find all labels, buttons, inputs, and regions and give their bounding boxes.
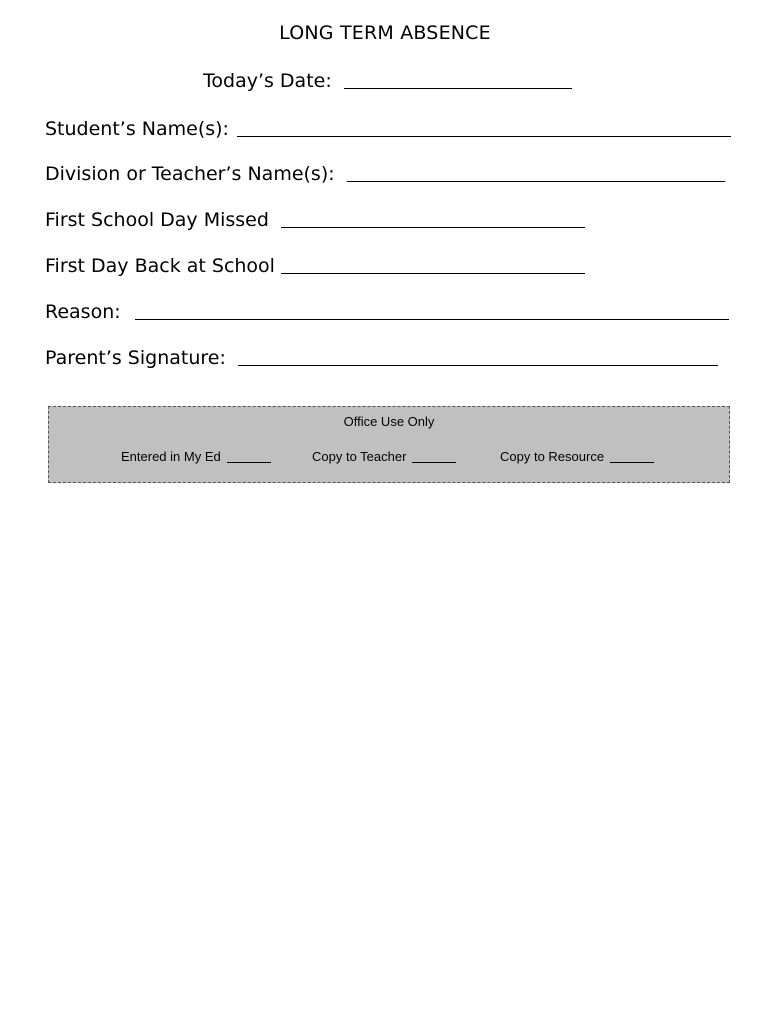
student-names-field[interactable] [237, 116, 731, 137]
form-title: LONG TERM ABSENCE [279, 22, 491, 44]
entered-in-my-ed-label: Entered in My Ed [121, 449, 221, 464]
parent-signature-field[interactable] [238, 345, 718, 366]
copy-to-teacher-blank[interactable] [412, 450, 456, 463]
office-use-title: Office Use Only [343, 414, 435, 429]
first-day-missed-field[interactable] [281, 207, 585, 228]
entered-in-my-ed-item [121, 449, 271, 464]
copy-to-resource-item [500, 449, 654, 464]
student-names-label: Student’s Name(s): [45, 118, 229, 140]
division-teacher-field[interactable] [347, 161, 725, 182]
todays-date-field[interactable] [344, 68, 572, 89]
first-day-back-label: First Day Back at School [45, 255, 275, 277]
copy-to-resource-label: Copy to Resource [500, 449, 605, 464]
first-day-missed-label: First School Day Missed [45, 209, 269, 231]
reason-field[interactable] [135, 299, 729, 320]
todays-date-row [203, 68, 572, 93]
first-day-back-field[interactable] [281, 253, 585, 274]
reason-row [45, 299, 729, 324]
todays-date-label: Today’s Date: [203, 70, 332, 92]
office-use-box [48, 406, 730, 483]
copy-to-resource-blank[interactable] [610, 450, 654, 463]
copy-to-teacher-label: Copy to Teacher [312, 449, 407, 464]
parent-signature-label: Parent’s Signature: [45, 347, 226, 369]
first-day-back-row [45, 253, 585, 278]
student-names-row [45, 116, 731, 141]
copy-to-teacher-item [312, 449, 456, 464]
entered-in-my-ed-blank[interactable] [227, 450, 271, 463]
division-teacher-label: Division or Teacher’s Name(s): [45, 163, 335, 185]
parent-signature-row [45, 345, 718, 370]
division-teacher-row [45, 161, 725, 186]
first-day-missed-row [45, 207, 585, 232]
reason-label: Reason: [45, 301, 121, 323]
